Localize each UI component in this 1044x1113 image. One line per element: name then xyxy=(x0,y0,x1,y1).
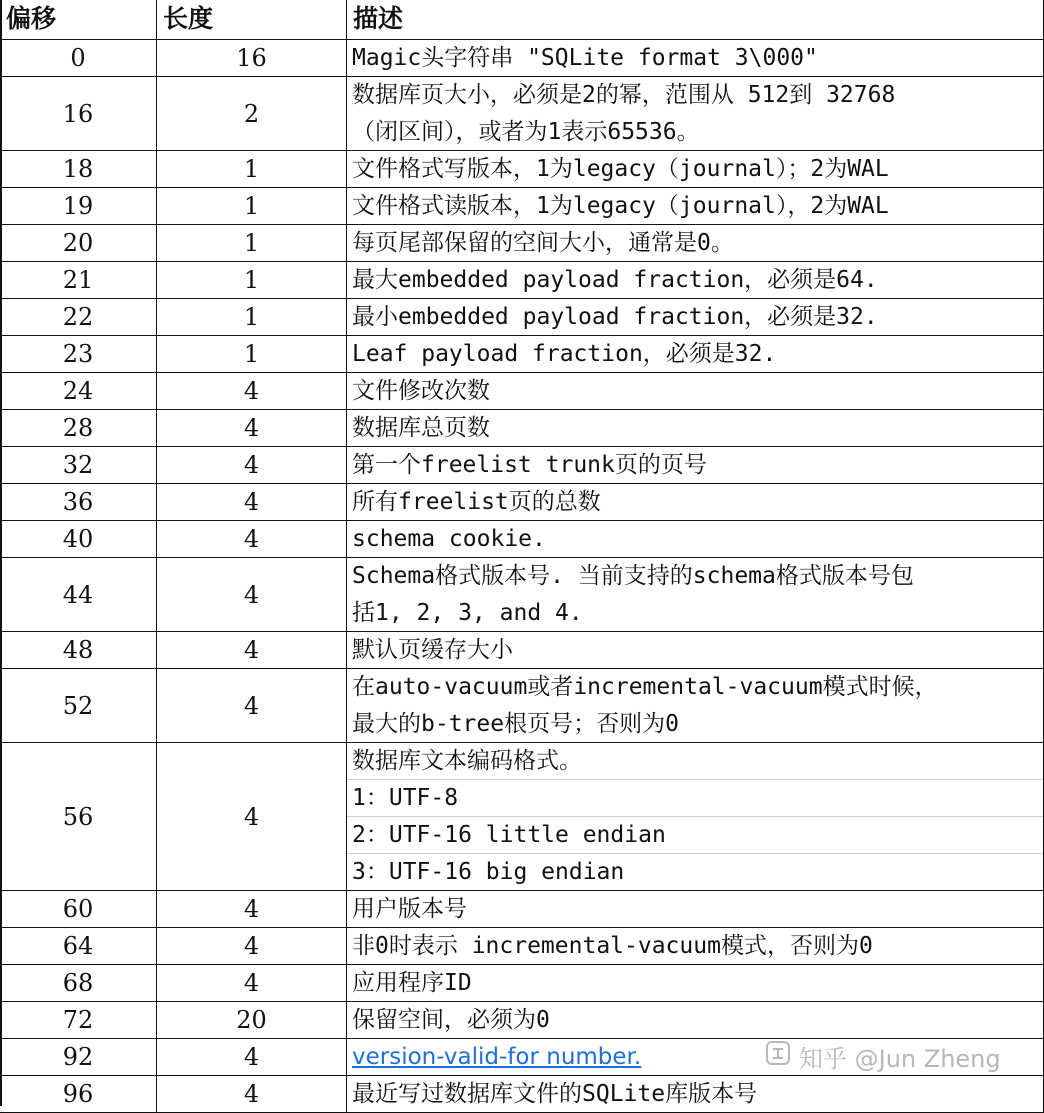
cell-description xyxy=(347,151,1044,188)
cell-offset: 32 xyxy=(0,447,157,484)
cell-offset: 16 xyxy=(0,77,157,151)
description-line: （闭区间），或者为1表示65536。 xyxy=(352,119,700,145)
cell-length: 1 xyxy=(157,188,347,225)
cell-length: 4 xyxy=(157,447,347,484)
cell-length: 4 xyxy=(157,669,347,743)
description-line: schema cookie. xyxy=(352,526,546,552)
description-line: 应用程序ID xyxy=(352,970,472,996)
description-line: Leaf payload fraction，必须是32. xyxy=(352,341,777,367)
description-line: 文件格式写版本，1为legacy（journal）；2为WAL xyxy=(352,156,889,182)
cell-offset: 68 xyxy=(0,965,157,1002)
cell-length: 4 xyxy=(157,743,347,891)
watermark-text: 知乎 @Jun Zheng xyxy=(799,1044,1001,1073)
cell-description xyxy=(347,336,1044,373)
cell-offset: 48 xyxy=(0,632,157,669)
cell-description xyxy=(347,262,1044,299)
cell-description xyxy=(347,1076,1044,1113)
description-line: 1：UTF-8 xyxy=(352,785,459,811)
cell-description xyxy=(347,77,1044,151)
cell-offset: 23 xyxy=(0,336,157,373)
cell-length: 4 xyxy=(157,558,347,632)
cell-description xyxy=(347,299,1044,336)
cell-length: 4 xyxy=(157,891,347,928)
cell-description xyxy=(347,484,1044,521)
cell-description xyxy=(347,40,1044,77)
cell-description xyxy=(347,743,1044,891)
cell-description xyxy=(347,225,1044,262)
cell-offset: 44 xyxy=(0,558,157,632)
cell-description xyxy=(347,965,1044,1002)
cell-offset: 21 xyxy=(0,262,157,299)
description-line: 用户版本号 xyxy=(352,896,467,922)
cell-offset: 60 xyxy=(0,891,157,928)
cell-length: 4 xyxy=(157,965,347,1002)
cell-offset: 19 xyxy=(0,188,157,225)
cell-length: 4 xyxy=(157,410,347,447)
description-line: 最大的b-tree根页号；否则为0 xyxy=(352,711,679,737)
description-line: 文件格式读版本，1为legacy（journal），2为WAL xyxy=(352,193,889,219)
description-line: 最小embedded payload fraction，必须是32. xyxy=(352,304,878,330)
cell-offset: 92 xyxy=(0,1039,157,1076)
cell-description xyxy=(347,188,1044,225)
description-line: 每页尾部保留的空间大小，通常是0。 xyxy=(352,230,734,256)
header-description: 描述 xyxy=(347,0,1044,40)
cell-description xyxy=(347,1039,1044,1076)
header-length: 长度 xyxy=(157,0,347,40)
description-line: 默认页缓存大小 xyxy=(352,637,513,663)
cell-length: 20 xyxy=(157,1002,347,1039)
description-line: 数据库文本编码格式。 xyxy=(352,748,582,774)
cell-description xyxy=(347,521,1044,558)
cell-description xyxy=(347,558,1044,632)
description-line: 最大embedded payload fraction，必须是64. xyxy=(352,267,878,293)
cell-length: 4 xyxy=(157,484,347,521)
cell-offset: 36 xyxy=(0,484,157,521)
cell-offset: 28 xyxy=(0,410,157,447)
cell-length: 1 xyxy=(157,262,347,299)
cell-offset: 96 xyxy=(0,1076,157,1113)
cell-length: 1 xyxy=(157,336,347,373)
cell-length: 4 xyxy=(157,1039,347,1076)
cell-offset: 64 xyxy=(0,928,157,965)
description-line: Schema格式版本号. 当前支持的schema格式版本号包 xyxy=(352,563,914,589)
cell-length: 1 xyxy=(157,299,347,336)
description-line: 数据库页大小，必须是2的幂，范围从 512到 32768 xyxy=(352,82,896,108)
cell-description xyxy=(347,891,1044,928)
cell-offset: 22 xyxy=(0,299,157,336)
version-link[interactable]: version-valid-for number. xyxy=(352,1044,642,1070)
cell-length: 4 xyxy=(157,632,347,669)
header-offset: 偏移 xyxy=(0,0,157,40)
cell-length: 4 xyxy=(157,373,347,410)
description-line: 3：UTF-16 big endian xyxy=(352,859,625,885)
cell-length: 16 xyxy=(157,40,347,77)
cell-length: 4 xyxy=(157,521,347,558)
cell-description xyxy=(347,928,1044,965)
description-line: 非0时表示 incremental-vacuum模式，否则为0 xyxy=(352,933,873,959)
cell-length: 1 xyxy=(157,225,347,262)
description-line: 文件修改次数 xyxy=(352,378,490,404)
cell-description xyxy=(347,669,1044,743)
cell-description xyxy=(347,447,1044,484)
description-line: 最近写过数据库文件的SQLite库版本号 xyxy=(352,1081,758,1107)
description-line: 2：UTF-16 little endian xyxy=(352,822,666,848)
cell-offset: 24 xyxy=(0,373,157,410)
cell-offset: 20 xyxy=(0,225,157,262)
cell-offset: 40 xyxy=(0,521,157,558)
cell-description xyxy=(347,410,1044,447)
table-left-border xyxy=(0,0,2,1106)
description-line: 所有freelist页的总数 xyxy=(352,489,601,515)
cell-offset: 72 xyxy=(0,1002,157,1039)
cell-length: 2 xyxy=(157,77,347,151)
cell-description xyxy=(347,1002,1044,1039)
cell-description xyxy=(347,632,1044,669)
description-line: 在auto-vacuum或者incremental-vacuum模式时候， xyxy=(352,674,938,700)
description-line: 第一个freelist trunk页的页号 xyxy=(352,452,707,478)
cell-length: 1 xyxy=(157,151,347,188)
description-line: 括1, 2, 3, and 4. xyxy=(352,600,583,626)
cell-length: 4 xyxy=(157,928,347,965)
cell-offset: 0 xyxy=(0,40,157,77)
cell-offset: 56 xyxy=(0,743,157,891)
description-line: 数据库总页数 xyxy=(352,415,490,441)
cell-offset: 18 xyxy=(0,151,157,188)
cell-description xyxy=(347,373,1044,410)
cell-length: 4 xyxy=(157,1076,347,1113)
description-line: Magic头字符串 "SQLite format 3\000" xyxy=(352,45,818,71)
cell-offset: 52 xyxy=(0,669,157,743)
description-line: 保留空间，必须为0 xyxy=(352,1007,550,1033)
